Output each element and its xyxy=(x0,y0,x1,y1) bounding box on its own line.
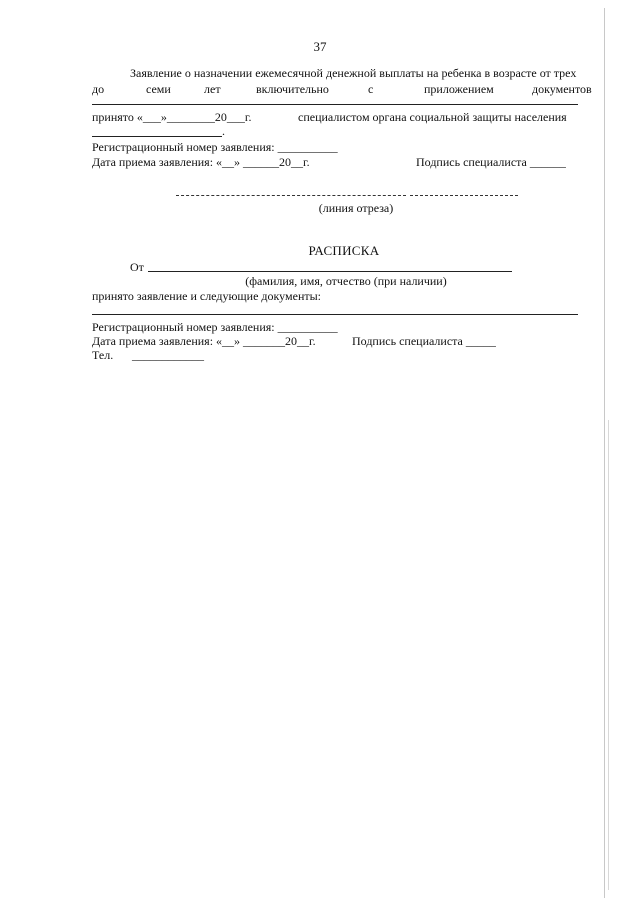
from-hint: (фамилия, имя, отчество (при наличии) xyxy=(245,274,447,288)
receipt-specialist-signature: Подпись специалиста _____ xyxy=(352,334,496,348)
line2-word: семи xyxy=(146,82,171,96)
line2-word: до xyxy=(92,82,105,96)
documents-blank-line xyxy=(92,104,578,105)
line2-word: приложением xyxy=(424,82,494,96)
specialist-signature-field: Подпись специалиста ______ xyxy=(416,155,566,169)
line2-word: документов xyxy=(532,82,592,96)
cut-line xyxy=(410,195,518,196)
page-number: 37 xyxy=(313,39,327,54)
reg-number-field: Регистрационный номер заявления: __________ xyxy=(92,140,338,154)
docs-blank-line xyxy=(92,314,578,315)
phone-blank: ____________ xyxy=(132,348,204,362)
line2-word: включительно xyxy=(256,82,329,96)
receipt-date: Дата приема заявления: «__» _______20__г. xyxy=(92,334,316,348)
accepted-docs-label: принято заявление и следующие документы: xyxy=(92,289,322,303)
receipt-date-field: Дата приема заявления: «__» ______20__г. xyxy=(92,155,310,169)
authority-blank-line xyxy=(92,136,222,137)
line2-word: лет xyxy=(204,82,221,96)
from-blank-line xyxy=(148,271,512,272)
application-title: Заявление о назначении ежемесячной денежной выплаты на ребенка в возрасте от трех xyxy=(130,66,577,80)
receipt-reg-number: Регистрационный номер заявления: __________ xyxy=(92,320,338,334)
accepted-date: принято «___»________20___г. xyxy=(92,110,252,124)
cut-line-label: (линия отреза) xyxy=(318,201,394,215)
period: . xyxy=(222,124,225,138)
receipt-title: РАСПИСКА xyxy=(308,243,380,258)
line2-word: с xyxy=(368,82,374,96)
from-label: От xyxy=(130,260,144,274)
scan-edge-line xyxy=(604,8,605,898)
phone-label: Тел. xyxy=(92,348,114,362)
cut-line xyxy=(176,195,406,196)
scan-edge-line xyxy=(608,420,609,890)
accepted-by: специалистом органа социальной защиты населения xyxy=(298,110,567,124)
